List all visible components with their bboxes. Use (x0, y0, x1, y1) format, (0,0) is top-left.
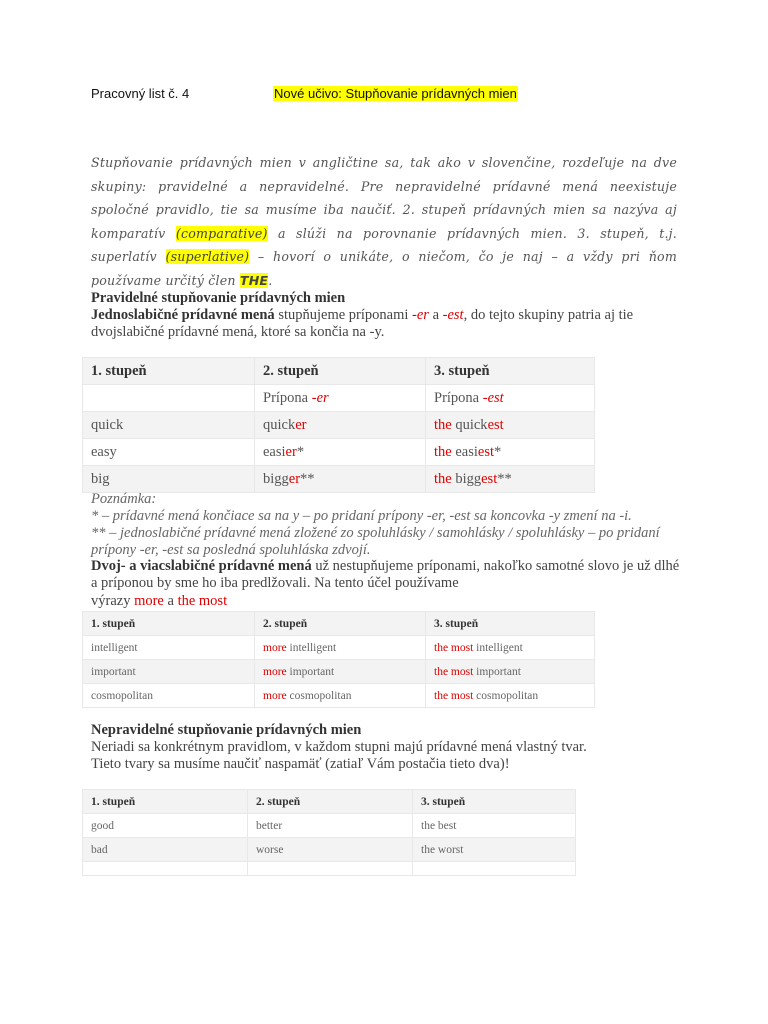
table-header-cell: 3. stupeň (413, 790, 576, 814)
table-row (83, 636, 595, 660)
table-cell: bigger** (255, 466, 426, 493)
table-header-cell: 1. stupeň (83, 790, 248, 814)
comparative-term: (comparative) (175, 225, 268, 241)
table-cell: the most important (426, 660, 595, 684)
table-cell: the biggest** (426, 466, 595, 493)
table-cell: better (248, 814, 413, 838)
table-cell: intelligent (83, 636, 255, 660)
table-cell: easier* (255, 439, 426, 466)
table-header-cell: 3. stupeň (426, 612, 595, 636)
table-cell: cosmopolitan (83, 684, 255, 708)
table-cell: quicker (255, 412, 426, 439)
table-row (83, 862, 576, 876)
intro-paragraph: Stupňovanie prídavných mien v angličtine sa, tak ako v slovenčine, rozdeľuje na dve skupiny: pravidelné a nepravidelné. Pre nepravidelné prídavné mená neexistuje spoločné pravidlo, tie sa musíme iba naučiť. 2. stupeň prídavných mien sa nazýva aj komparatív (comparative) a slúži na porovnanie prídavných mien. 3. stupeň, t.j. superlatív (superlative) – hovorí o unikáte, o niečom, čo je naj – a vždy pri ňom používame určitý člen THE. (91, 155, 677, 288)
table-cell: the quickest (426, 412, 595, 439)
table-cell: the worst (413, 838, 576, 862)
table-row (83, 814, 576, 838)
irregular-table (82, 789, 576, 876)
table-row (83, 385, 595, 412)
table-cell: bad (83, 838, 248, 862)
irregular-line-1: Neriadi sa konkrétnym pravidlom, v každom stupni majú prídavné mená vlastný tvar. (91, 739, 587, 755)
intro-text-2: a slúži na porovnanie prídavných mien. 3. stupeň, t.j. superlatív (91, 225, 677, 264)
table-header-row (83, 358, 595, 385)
table-row (83, 439, 595, 466)
table-cell: the best (413, 814, 576, 838)
regular-heading: Pravidelné stupňovanie prídavných mien (91, 290, 346, 306)
table-header-cell: 1. stupeň (83, 358, 255, 385)
table-cell: worse (248, 838, 413, 862)
table-row (83, 466, 595, 493)
intro-text-3: – hovorí o unikáte, o niečom, čo je naj – a vždy pri ňom používame určitý člen (91, 249, 677, 288)
table-cell: more intelligent (255, 636, 426, 660)
table-cell: easy (83, 439, 255, 466)
table-row (83, 660, 595, 684)
table-cell: the easiest* (426, 439, 595, 466)
intro-text-1: Stupňovanie prídavných mien v angličtine sa, tak ako v slovenčine, rozdeľuje na dve skupiny: pravidelné a nepravidelné. Pre nepravidelné prídavné mená neexistuje spoločné pravidlo, tie sa musíme iba naučiť. 2. stupeň prídavných mien sa nazýva aj komparatív (91, 155, 677, 241)
note-2: ** – jednoslabičné prídavné mená zložené zo spoluhlásky / samohlásky / spoluhlásky – po pridaní prípony -er, -est sa posledná spoluhláska zdvojí. (91, 525, 660, 558)
table-cell: big (83, 466, 255, 493)
superlative-term: (superlative) (165, 249, 250, 264)
table-row (83, 412, 595, 439)
the-article: THE (239, 272, 269, 288)
table-cell: Prípona -er (255, 385, 426, 412)
table-header-cell: 2. stupeň (248, 790, 413, 814)
table-header-cell: 1. stupeň (83, 612, 255, 636)
multi-table (82, 611, 595, 708)
topic-title: Nové učivo: Stupňovanie prídavných mien (274, 86, 517, 101)
multi-paragraph-2: výrazy more a the most (91, 593, 228, 609)
table-cell: good (83, 814, 248, 838)
table-row (83, 684, 595, 708)
table-cell (83, 385, 255, 412)
table-cell: Prípona -est (426, 385, 595, 412)
table-header-row (83, 612, 595, 636)
table-cell: the most intelligent (426, 636, 595, 660)
note-title: Poznámka: (91, 491, 157, 507)
table-header-cell: 3. stupeň (426, 358, 595, 385)
table-cell: the most cosmopolitan (426, 684, 595, 708)
table-cell: quick (83, 412, 255, 439)
table-header-cell: 2. stupeň (255, 358, 426, 385)
table-row (83, 838, 576, 862)
regular-table (82, 357, 595, 493)
table-cell: more cosmopolitan (255, 684, 426, 708)
regular-paragraph: Jednoslabičné prídavné mená stupňujeme príponami -er a -est, do tejto skupiny patria aj tie dvojslabičné prídavné mená, ktoré sa končia na -y. (91, 307, 634, 340)
multi-paragraph: Dvoj- a viacslabičné prídavné mená už nestupňujeme príponami, nakoľko samotné slovo je už dlhé a príponou by sme ho iba predlžovali. Na tento účel používame (91, 558, 680, 591)
worksheet-label: Pracovný list č. 4 (91, 86, 190, 101)
irregular-line-2: Tieto tvary sa musíme naučiť naspamäť (zatiaľ Vám postačia tieto dva)! (91, 756, 510, 772)
table-cell: important (83, 660, 255, 684)
table-header-row (83, 790, 576, 814)
table-cell (413, 862, 576, 876)
table-cell (83, 862, 248, 876)
irregular-heading: Nepravidelné stupňovanie prídavných mien (91, 722, 362, 738)
note-1: * – prídavné mená končiace sa na y – po pridaní prípony -er, -est sa koncovka -y zmení na -i. (91, 508, 632, 524)
table-header-cell: 2. stupeň (255, 612, 426, 636)
table-cell (248, 862, 413, 876)
table-cell: more important (255, 660, 426, 684)
